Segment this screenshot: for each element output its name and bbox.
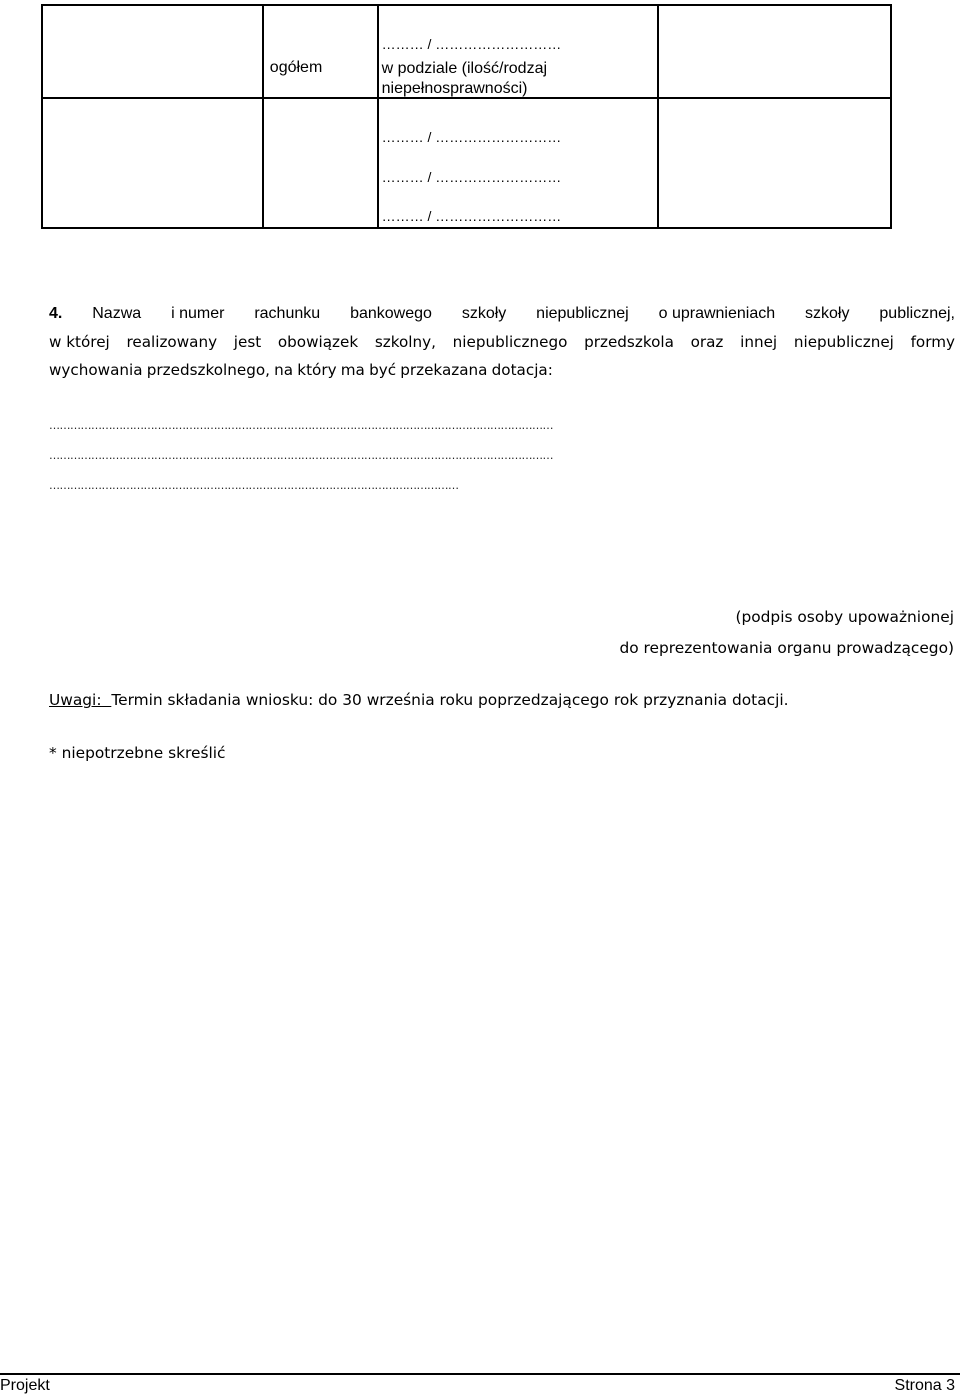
word: przekazana bbox=[400, 361, 488, 379]
signature-caption-line1: (podpis osoby upoważnionej bbox=[735, 608, 954, 626]
table-cell-right bbox=[658, 5, 891, 98]
account-fill-line[interactable]: ……………………………………………………………………………………………………………………………… bbox=[49, 449, 553, 462]
total-label: ogółem bbox=[269, 59, 323, 76]
word: formy bbox=[910, 333, 955, 351]
word: szkoły bbox=[805, 305, 850, 322]
table-cell-empty bbox=[42, 98, 263, 228]
signature-caption-line2: do reprezentowania organu prowadzącego) bbox=[619, 639, 954, 657]
word: oraz bbox=[690, 333, 724, 351]
split-entry-field: ……… / ……………………… bbox=[381, 129, 562, 145]
paragraph-line-2 bbox=[49, 328, 955, 356]
word: przedszkola bbox=[584, 333, 674, 351]
table-cell-total bbox=[263, 5, 378, 98]
paragraph-line-1 bbox=[0, 300, 955, 328]
account-fill-line[interactable]: ……………………………………………………………………………………………………………………………… bbox=[49, 419, 553, 432]
page-number: Strona 3 bbox=[894, 1377, 955, 1394]
table-cell-empty bbox=[263, 98, 378, 228]
word: bankowego bbox=[350, 305, 432, 322]
account-fill-line[interactable]: ……………………………………………………………………………………………………… bbox=[49, 479, 459, 492]
word: przedszkolnego, bbox=[146, 361, 270, 379]
word: Nazwa bbox=[92, 305, 142, 322]
word: szkolny, bbox=[374, 333, 436, 351]
table-cell-empty bbox=[42, 5, 263, 98]
section-number: 4. bbox=[49, 305, 63, 322]
word: szkoły bbox=[461, 305, 507, 322]
footnote: * niepotrzebne skreślić bbox=[49, 744, 226, 762]
word: i numer bbox=[171, 305, 225, 322]
remarks bbox=[49, 691, 789, 709]
word: obowiązek bbox=[277, 333, 359, 351]
word: niepublicznego bbox=[452, 333, 568, 351]
word: który bbox=[297, 361, 337, 379]
word: niepublicznej bbox=[536, 305, 629, 322]
section-4-paragraph bbox=[49, 300, 955, 384]
word: ma bbox=[340, 361, 365, 379]
word: być bbox=[369, 361, 397, 379]
table-cell-right bbox=[658, 98, 891, 228]
table-cell-split bbox=[378, 5, 658, 98]
allocation-table bbox=[41, 4, 892, 229]
footer-divider bbox=[0, 1373, 960, 1375]
word: publicznej, bbox=[879, 305, 955, 322]
split-entry-field: ……… / ……………………… bbox=[381, 208, 562, 224]
table-cell-split-entries bbox=[378, 98, 658, 228]
split-label-line1: w podziale (ilość/rodzaj bbox=[381, 60, 548, 77]
split-entry-field: ……… / ……………………… bbox=[381, 169, 562, 185]
word: niepublicznej bbox=[793, 333, 894, 351]
paragraph-line-3 bbox=[49, 356, 955, 384]
footer-left-label: Projekt bbox=[0, 1377, 50, 1394]
word: o uprawnieniach bbox=[658, 305, 776, 322]
word: na bbox=[274, 361, 294, 379]
word: rachunku bbox=[254, 305, 321, 322]
remarks-label: Uwagi: bbox=[49, 691, 102, 709]
word: realizowany bbox=[126, 333, 218, 351]
word: jest bbox=[233, 333, 262, 351]
word: innej bbox=[740, 333, 778, 351]
word: wychowania bbox=[49, 361, 143, 379]
split-label-line2: niepełnosprawności) bbox=[381, 80, 528, 97]
word: dotacja: bbox=[491, 361, 553, 379]
remarks-text: Termin składania wniosku: do 30 września roku poprzedzającego rok przyznania dotacji. bbox=[111, 691, 789, 709]
word: w której bbox=[49, 333, 110, 351]
split-ratio-field: ……… / ……………………… bbox=[381, 36, 562, 52]
